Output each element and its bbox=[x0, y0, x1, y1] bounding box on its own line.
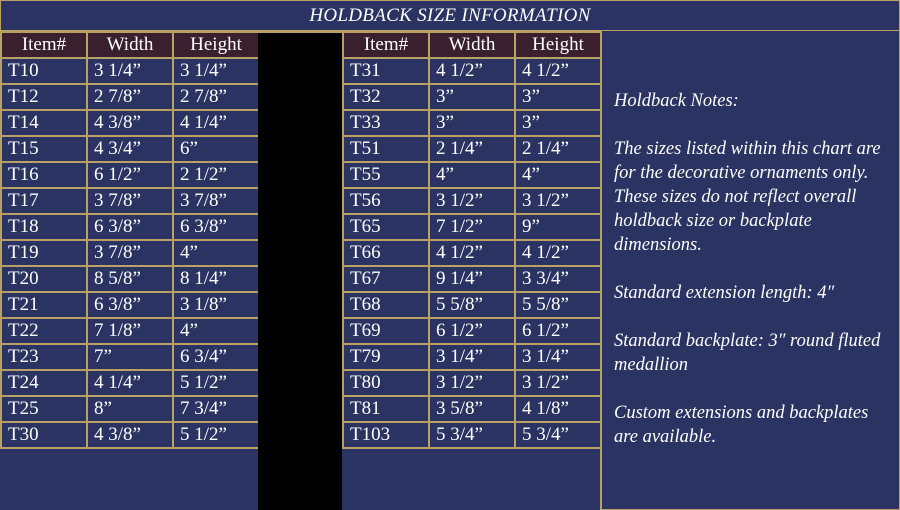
item-number-cell: T31 bbox=[343, 58, 429, 84]
item-number-cell: T16 bbox=[1, 162, 87, 188]
item-number-cell: T24 bbox=[1, 370, 87, 396]
height-cell: 6” bbox=[173, 136, 259, 162]
table-row bbox=[343, 292, 601, 318]
height-cell: 4 1/2” bbox=[515, 58, 601, 84]
column-header-item: Item# bbox=[343, 32, 429, 58]
divider-column bbox=[258, 31, 342, 510]
table-row bbox=[343, 58, 601, 84]
item-number-cell: T56 bbox=[343, 188, 429, 214]
table-row bbox=[343, 84, 601, 110]
item-number-cell: T67 bbox=[343, 266, 429, 292]
item-number-cell: T32 bbox=[343, 84, 429, 110]
width-cell: 4 3/8” bbox=[87, 422, 173, 448]
notes-paragraph: Standard backplate: 3″ round fluted medallion bbox=[614, 331, 881, 375]
page-title: HOLDBACK SIZE INFORMATION bbox=[0, 0, 900, 31]
item-number-cell: T23 bbox=[1, 344, 87, 370]
width-cell: 8” bbox=[87, 396, 173, 422]
height-cell: 6 3/4” bbox=[173, 344, 259, 370]
table-row bbox=[1, 396, 259, 422]
table-header-row bbox=[343, 32, 601, 58]
width-cell: 6 3/8” bbox=[87, 292, 173, 318]
width-cell: 5 3/4” bbox=[429, 422, 515, 448]
table-row bbox=[343, 188, 601, 214]
table-row bbox=[1, 292, 259, 318]
width-cell: 5 5/8” bbox=[429, 292, 515, 318]
height-cell: 6 3/8” bbox=[173, 214, 259, 240]
width-cell: 3 7/8” bbox=[87, 188, 173, 214]
width-cell: 3 1/2” bbox=[429, 188, 515, 214]
height-cell: 3 7/8” bbox=[173, 188, 259, 214]
item-number-cell: T66 bbox=[343, 240, 429, 266]
right-size-table bbox=[342, 31, 602, 449]
height-cell: 3 1/2” bbox=[515, 188, 601, 214]
width-cell: 3 7/8” bbox=[87, 240, 173, 266]
table-row bbox=[1, 370, 259, 396]
height-cell: 4” bbox=[173, 240, 259, 266]
height-cell: 3” bbox=[515, 110, 601, 136]
table-row bbox=[1, 240, 259, 266]
table-row bbox=[1, 422, 259, 448]
width-cell: 4” bbox=[429, 162, 515, 188]
item-number-cell: T79 bbox=[343, 344, 429, 370]
table-row bbox=[343, 344, 601, 370]
item-number-cell: T20 bbox=[1, 266, 87, 292]
table-row bbox=[1, 84, 259, 110]
height-cell: 4” bbox=[515, 162, 601, 188]
item-number-cell: T18 bbox=[1, 214, 87, 240]
height-cell: 2 1/2” bbox=[173, 162, 259, 188]
height-cell: 3 3/4” bbox=[515, 266, 601, 292]
table-row bbox=[1, 266, 259, 292]
height-cell: 5 5/8” bbox=[515, 292, 601, 318]
width-cell: 4 1/4” bbox=[87, 370, 173, 396]
column-header-width: Width bbox=[429, 32, 515, 58]
height-cell: 3 1/8” bbox=[173, 292, 259, 318]
table-row bbox=[1, 136, 259, 162]
table-row bbox=[343, 396, 601, 422]
column-header-height: Height bbox=[173, 32, 259, 58]
item-number-cell: T51 bbox=[343, 136, 429, 162]
column-header-item: Item# bbox=[1, 32, 87, 58]
item-number-cell: T33 bbox=[343, 110, 429, 136]
item-number-cell: T68 bbox=[343, 292, 429, 318]
width-cell: 6 1/2” bbox=[87, 162, 173, 188]
height-cell: 2 7/8” bbox=[173, 84, 259, 110]
table-row bbox=[343, 422, 601, 448]
width-cell: 2 1/4” bbox=[429, 136, 515, 162]
table-row bbox=[1, 110, 259, 136]
item-number-cell: T17 bbox=[1, 188, 87, 214]
item-number-cell: T25 bbox=[1, 396, 87, 422]
item-number-cell: T12 bbox=[1, 84, 87, 110]
height-cell: 4 1/2” bbox=[515, 240, 601, 266]
table-row bbox=[1, 344, 259, 370]
height-cell: 4 1/4” bbox=[173, 110, 259, 136]
table-header-row bbox=[1, 32, 259, 58]
table-row bbox=[1, 188, 259, 214]
width-cell: 7 1/2” bbox=[429, 214, 515, 240]
width-cell: 9 1/4” bbox=[429, 266, 515, 292]
table-row bbox=[343, 214, 601, 240]
width-cell: 4 1/2” bbox=[429, 240, 515, 266]
table-row bbox=[1, 318, 259, 344]
width-cell: 8 5/8” bbox=[87, 266, 173, 292]
item-number-cell: T80 bbox=[343, 370, 429, 396]
table-row bbox=[343, 318, 601, 344]
width-cell: 3 5/8” bbox=[429, 396, 515, 422]
item-number-cell: T10 bbox=[1, 58, 87, 84]
item-number-cell: T81 bbox=[343, 396, 429, 422]
height-cell: 9” bbox=[515, 214, 601, 240]
height-cell: 8 1/4” bbox=[173, 266, 259, 292]
height-cell: 4” bbox=[173, 318, 259, 344]
notes-heading: Holdback Notes: bbox=[614, 91, 739, 111]
table-row bbox=[1, 162, 259, 188]
item-number-cell: T55 bbox=[343, 162, 429, 188]
item-number-cell: T103 bbox=[343, 422, 429, 448]
item-number-cell: T15 bbox=[1, 136, 87, 162]
height-cell: 3 1/4” bbox=[173, 58, 259, 84]
width-cell: 4 3/4” bbox=[87, 136, 173, 162]
height-cell: 3” bbox=[515, 84, 601, 110]
width-cell: 4 3/8” bbox=[87, 110, 173, 136]
height-cell: 2 1/4” bbox=[515, 136, 601, 162]
width-cell: 2 7/8” bbox=[87, 84, 173, 110]
notes-paragraph: Standard extension length: 4″ bbox=[614, 283, 835, 303]
width-cell: 6 1/2” bbox=[429, 318, 515, 344]
width-cell: 3 1/4” bbox=[87, 58, 173, 84]
height-cell: 4 1/8” bbox=[515, 396, 601, 422]
table-row bbox=[343, 266, 601, 292]
notes-paragraph: The sizes listed within this chart are for the decorative ornaments only. These sizes do not reflect overall holdback size or backplate dimensions. bbox=[614, 139, 881, 255]
holdback-notes bbox=[600, 31, 900, 510]
notes-paragraph: Custom extensions and backplates are available. bbox=[614, 403, 869, 447]
table-row bbox=[1, 214, 259, 240]
height-cell: 5 1/2” bbox=[173, 422, 259, 448]
width-cell: 3 1/4” bbox=[429, 344, 515, 370]
height-cell: 7 3/4” bbox=[173, 396, 259, 422]
left-size-table bbox=[0, 31, 260, 449]
table-row bbox=[343, 110, 601, 136]
height-cell: 3 1/4” bbox=[515, 344, 601, 370]
width-cell: 4 1/2” bbox=[429, 58, 515, 84]
width-cell: 3” bbox=[429, 110, 515, 136]
height-cell: 5 3/4” bbox=[515, 422, 601, 448]
height-cell: 3 1/2” bbox=[515, 370, 601, 396]
width-cell: 7” bbox=[87, 344, 173, 370]
table-row bbox=[343, 162, 601, 188]
item-number-cell: T65 bbox=[343, 214, 429, 240]
item-number-cell: T14 bbox=[1, 110, 87, 136]
item-number-cell: T30 bbox=[1, 422, 87, 448]
table-row bbox=[343, 240, 601, 266]
item-number-cell: T69 bbox=[343, 318, 429, 344]
width-cell: 6 3/8” bbox=[87, 214, 173, 240]
item-number-cell: T22 bbox=[1, 318, 87, 344]
column-header-width: Width bbox=[87, 32, 173, 58]
width-cell: 7 1/8” bbox=[87, 318, 173, 344]
table-row bbox=[1, 58, 259, 84]
item-number-cell: T21 bbox=[1, 292, 87, 318]
column-header-height: Height bbox=[515, 32, 601, 58]
width-cell: 3 1/2” bbox=[429, 370, 515, 396]
item-number-cell: T19 bbox=[1, 240, 87, 266]
width-cell: 3” bbox=[429, 84, 515, 110]
height-cell: 5 1/2” bbox=[173, 370, 259, 396]
table-row bbox=[343, 370, 601, 396]
height-cell: 6 1/2” bbox=[515, 318, 601, 344]
table-row bbox=[343, 136, 601, 162]
